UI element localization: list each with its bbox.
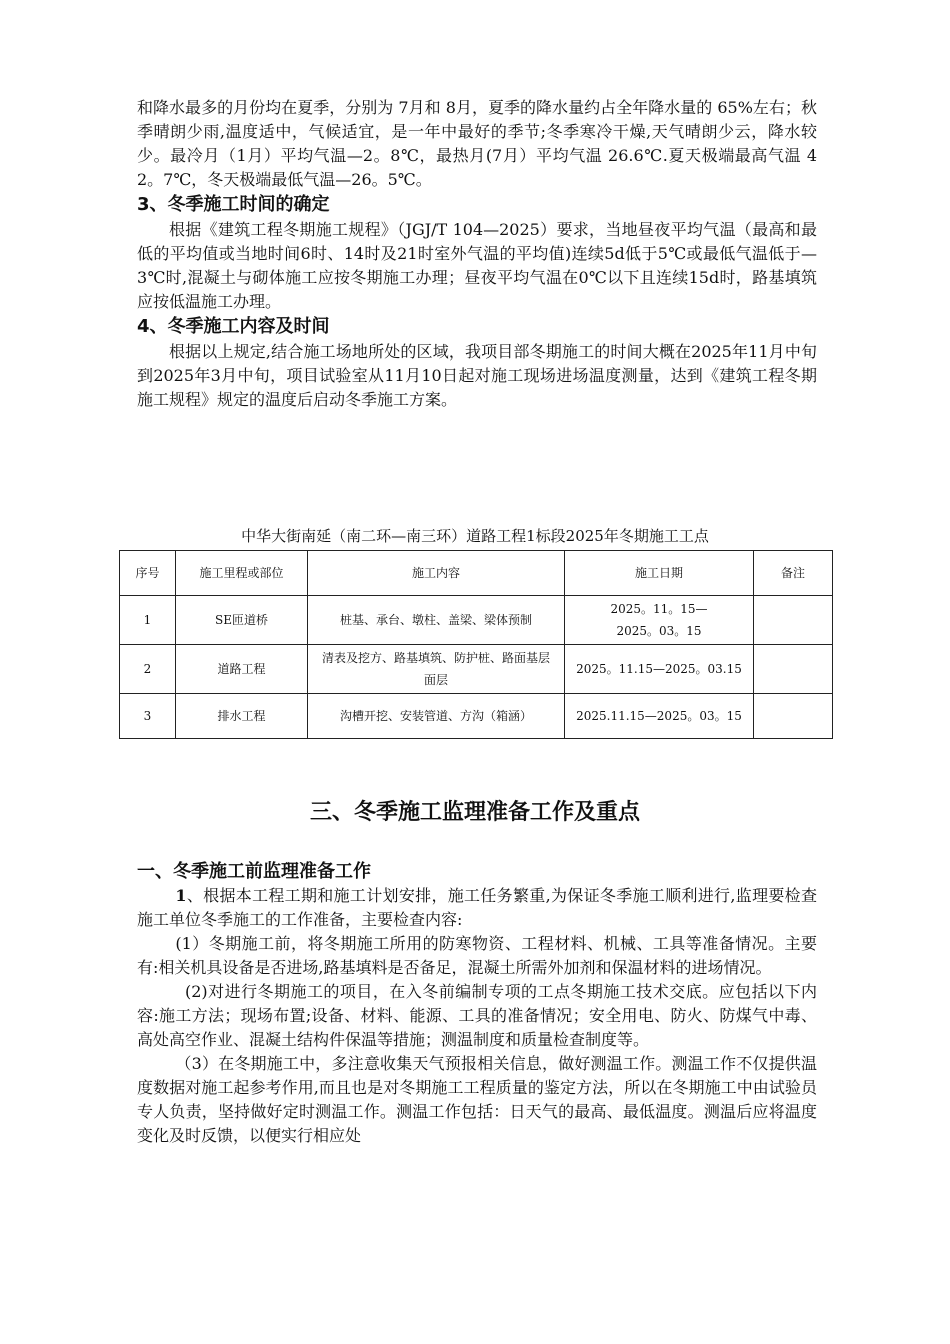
- cell-content: 沟槽开挖、安装管道、方沟（箱涵）: [308, 694, 565, 739]
- winter-construction-table: [119, 550, 833, 739]
- cell-date: 2025.11.15—2025。03。15: [565, 694, 754, 739]
- header-location: 施工里程或部位: [176, 551, 308, 596]
- section-3-paragraph: 根据《建筑工程冬期施工规程》（JGJ/T 104—2025）要求，当地昼夜平均气温（最高和最低的平均值或当地时间6时、14时及21时室外气温的平均值)连续5d低于5℃或最低气温低于—3℃时,混凝土与砌体施工应按冬期施工办理；昼夜平均气温在0℃以下且连续15d时，路基填筑应按低温施工办理。: [137, 220, 817, 311]
- cell-content: 清表及挖方、路基填筑、防护桩、路面基层面层: [308, 645, 565, 694]
- cell-no: 1: [120, 596, 176, 645]
- cell-location: SE匝道桥: [176, 596, 308, 645]
- cell-location: 排水工程: [176, 694, 308, 739]
- cell-note: [754, 694, 833, 739]
- cell-no: 2: [120, 645, 176, 694]
- cell-note: [754, 596, 833, 645]
- item-1-1-paragraph: (1）冬期施工前，将冬期施工所用的防寒物资、工程材料、机械、工具等准备情况。主要有:相关机具设备是否进场,路基填料是否备足，混凝土所需外加剂和保温材料的进场情况。: [137, 934, 817, 977]
- table-caption: 中华大街南延（南二环—南三环）道路工程1标段2025年冬期施工工点: [241, 527, 709, 545]
- header-content: 施工内容: [308, 551, 565, 596]
- cell-date: 2025。11.15—2025。03.15: [565, 645, 754, 694]
- cell-no: 3: [120, 694, 176, 739]
- cell-date: 2025。11。15—2025。03。15: [565, 596, 754, 645]
- cell-note: [754, 645, 833, 694]
- lower-text-block: [137, 860, 817, 1148]
- section-3-heading: 3、冬季施工时间的确定: [137, 194, 330, 215]
- item-1-3-paragraph: （3）在冬期施工中，多注意收集天气预报相关信息，做好测温工作。测温工作不仅提供温度数据对施工起参考作用,而且也是对冬期施工工程质量的鉴定方法，所以在冬期施工中由试验员专人负责，坚持做好定时测温工作。测温工作包括：日天气的最高、最低温度。测温后应将温度变化及时反馈，以便实行相应处: [137, 1054, 817, 1145]
- header-no: 序号: [120, 551, 176, 596]
- item-1-paragraph: [137, 884, 817, 932]
- section-4-heading: 4、冬季施工内容及时间: [137, 316, 330, 337]
- item-1-text: 、根据本工程工期和施工计划安排，施工任务繁重,为保证冬季施工顺利进行,监理要检查施工单位冬季施工的工作准备，主要检查内容:: [137, 886, 817, 929]
- climate-paragraph: 和降水最多的月份均在夏季，分别为 7月和 8月，夏季的降水量约占全年降水量的 65%左右；秋季晴朗少雨,温度适中，气候适宜，是一年中最好的季节;冬季寒冷干燥,天气晴朗少云，降水较少。最冷月（1月）平均气温—2。8℃，最热月(7月）平均气温 26.6℃.夏天极端最高气温 42。7℃，冬天极端最低气温—26。5℃。: [137, 98, 817, 189]
- subsection-1-heading: 一、冬季施工前监理准备工作: [137, 861, 371, 882]
- table-row: [120, 596, 833, 645]
- upper-text-block: [137, 96, 817, 412]
- section-4-paragraph: 根据以上规定,结合施工场地所处的区域，我项目部冬期施工的时间大概在2025年11月中旬到2025年3月中旬，项目试验室从11月10日起对施工现场进场温度测量，达到《建筑工程冬期施工规程》规定的温度后启动冬季施工方案。: [137, 342, 817, 409]
- header-date: 施工日期: [565, 551, 754, 596]
- cell-content: 桩基、承台、墩柱、盖梁、梁体预制: [308, 596, 565, 645]
- item-1-number: 1: [175, 886, 187, 905]
- part-3-title: 三、冬季施工监理准备工作及重点: [309, 800, 640, 825]
- table-row: [120, 645, 833, 694]
- table-header-row: [120, 551, 833, 596]
- cell-location: 道路工程: [176, 645, 308, 694]
- item-1-2-paragraph: (2)对进行冬期施工的项目，在入冬前编制专项的工点冬期施工技术交底。应包括以下内容:施工方法；现场布置;设备、材料、能源、工具的准备情况；安全用电、防火、防煤气中毒、高处高空作业、混凝土结构件保温等措施；测温制度和质量检查制度等。: [137, 982, 817, 1049]
- header-note: 备注: [754, 551, 833, 596]
- table-row: [120, 694, 833, 739]
